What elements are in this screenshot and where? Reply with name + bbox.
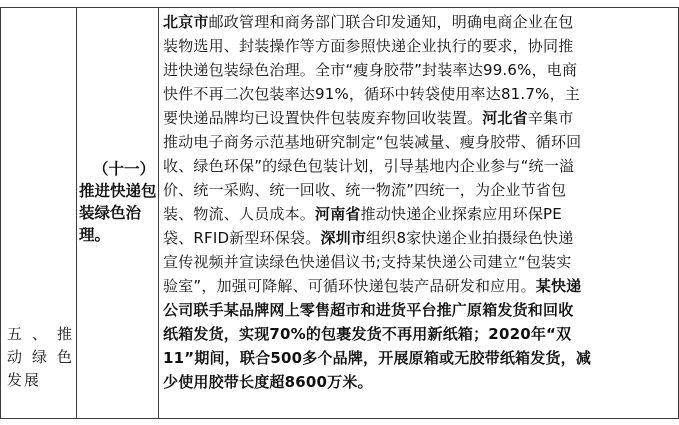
content-line <box>163 298 678 322</box>
text-run: 进快递包装绿色治理。全市“瘦身胶带”封装率达99.6%，电商 <box>163 61 578 79</box>
bold-text-run: 北京市 <box>163 13 209 31</box>
policy-table <box>0 7 679 419</box>
content-line <box>163 130 678 154</box>
text-run: 装、物流、人员成本。 <box>163 205 316 223</box>
subsection-cell <box>77 8 159 419</box>
text-run: 推动快递企业探索应用环保PE <box>360 205 562 223</box>
bold-text-run: 某快递 <box>535 277 582 295</box>
text-run: 宣传视频并宣读绿色快递倡议书;支持某快递公司建立“包装实 <box>163 253 572 271</box>
content-line <box>163 154 678 178</box>
content-line <box>163 10 678 34</box>
content-line <box>163 346 678 370</box>
text-run: 邮政管理和商务部门联合印发通知，明确电商企业在包 <box>208 13 574 31</box>
text-run: 快件不再二次包装率达91%，循环中转袋使用率达81.7%，主 <box>163 85 580 103</box>
text-run: 袋、RFID新型环保袋。 <box>163 229 321 247</box>
content-cell <box>159 8 679 419</box>
content-line <box>163 274 678 298</box>
text-run: 组织8家快递企业拍摄绿色快递 <box>366 229 574 247</box>
bold-text-run: 深圳市 <box>320 229 367 247</box>
subsection-number: （十一） <box>93 160 156 178</box>
content-line <box>163 226 678 250</box>
bold-text-run: 11”期间，联合500多个品牌，开展原箱或无胶带纸箱发货，减 <box>163 349 592 367</box>
text-run: 要快递品牌均已设置快件包装废弃物回收装置。 <box>163 109 483 127</box>
text-run: 装物选用、封装操作等方面参照快递企业执行的要求，协同推 <box>163 37 574 55</box>
category-cell <box>1 8 77 419</box>
text-run: 辛集市 <box>527 109 574 127</box>
category-label: 五、推动绿色发展 <box>7 325 74 389</box>
content-line <box>163 202 678 226</box>
bold-text-run: 少使用胶带长度超8600万米。 <box>163 373 373 391</box>
bold-text-run: 河南省 <box>315 205 361 223</box>
bold-text-run: 公司联手某品牌网上零售超市和进货平台推广原箱发货和回收 <box>163 301 574 319</box>
bold-text-run: 纸箱发货，实现70%的包裹发货不再用新纸箱；2020年“双 <box>163 325 572 343</box>
content-line <box>163 106 678 130</box>
text-run: 推动电子商务示范基地研究制定“包装减量、瘦身胶带、循环回 <box>163 133 582 151</box>
content-line <box>163 82 678 106</box>
content-line <box>163 370 678 394</box>
content-line <box>163 322 678 346</box>
text-run: 收、绿色环保”的绿色包装计划，引导基地内企业参与“统一溢 <box>163 157 575 175</box>
table-row <box>1 8 679 419</box>
text-run: 验室”，加强可降解、可循环快递包装产品研发和应用。 <box>163 277 536 295</box>
content-paragraph <box>163 10 678 394</box>
content-line <box>163 250 678 274</box>
bold-text-run: 河北省 <box>482 109 528 127</box>
content-line <box>163 178 678 202</box>
content-line <box>163 58 678 82</box>
subsection-title: 推进快递包装绿色治理。 <box>79 182 157 244</box>
content-line <box>163 34 678 58</box>
text-run: 价、统一采购、统一回收、统一物流”四统一，为企业节省包 <box>163 181 567 199</box>
